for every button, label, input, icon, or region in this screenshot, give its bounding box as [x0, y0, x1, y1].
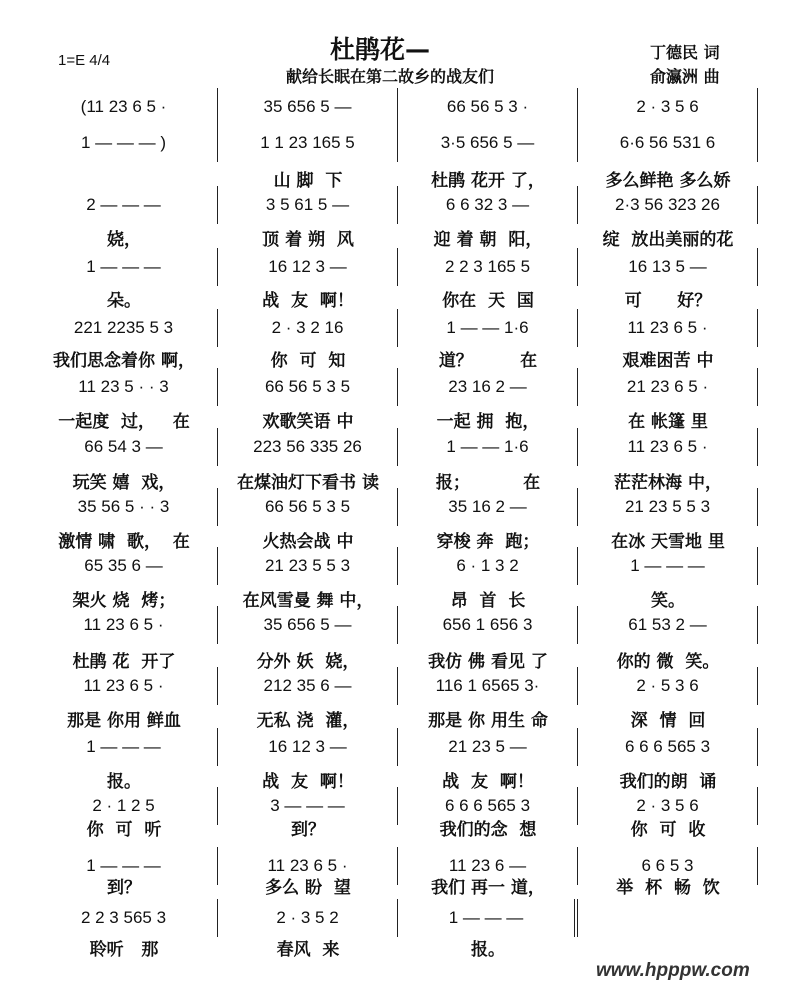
measure-lyrics: 多么鲜艳 多么娇	[605, 171, 731, 191]
measure-notes: 11 23 5 · · 3	[30, 368, 218, 406]
measure-notes: 61 53 2 —	[578, 606, 758, 644]
measure-lyrics: 一起度 过， 在	[58, 412, 190, 432]
notation-line	[30, 899, 758, 937]
measure-notes: 6 6 32 3 —	[398, 186, 578, 224]
measure-notes: 2 — — —	[30, 186, 218, 224]
measure-lyrics: 我仿 佛 看见 了	[428, 652, 548, 672]
measure-notes: 2 · 5 3 6	[578, 667, 758, 705]
measure-notes: 3·5 656 5 —	[398, 124, 578, 162]
measure-notes: 16 13 5 —	[578, 248, 758, 286]
measure-notes: 1 — — —	[398, 899, 578, 937]
measure-notes: 35 16 2 —	[398, 488, 578, 526]
measure-notes: 66 56 5 3 5	[218, 488, 398, 526]
measure-lyrics: 报； 在	[435, 473, 541, 493]
measure-lyrics: 绽 放出美丽的花	[602, 230, 734, 250]
measure-lyrics: 那是 你用 鲜血	[67, 711, 181, 731]
measure-notes: 35 656 5 —	[218, 88, 398, 126]
lyricist-credit: 丁德民 词	[650, 43, 720, 62]
measure-lyrics: 我们 再一 道，	[431, 878, 545, 898]
measure-notes: 6 6 5 3	[578, 847, 758, 885]
measure-lyrics: 你的 微 笑。	[616, 652, 720, 672]
measure-notes: 6 6 6 565 3	[578, 728, 758, 766]
measure-notes: 16 12 3 —	[218, 248, 398, 286]
measure-lyrics: 战 友 啊！	[262, 772, 354, 792]
measure-notes: 1 — — —	[578, 547, 758, 585]
notation-line	[30, 248, 758, 286]
measure-notes: 6 6 6 565 3	[398, 787, 578, 825]
notation-line	[30, 667, 758, 705]
measure-notes: 223 56 335 26	[218, 428, 398, 466]
measure-lyrics: 那是 你 用生 命	[428, 711, 548, 731]
song-subtitle: 献给长眠在第二故乡的战友们	[285, 67, 494, 86]
measure-notes: 16 12 3 —	[218, 728, 398, 766]
measure-lyrics: 昂 首 长	[450, 591, 526, 611]
measure-notes: 1 — — — )	[30, 124, 218, 162]
measure-lyrics: 深 情 回	[630, 711, 706, 731]
measure-notes: 6·6 56 531 6	[578, 124, 758, 162]
measure-lyrics: 报。	[107, 772, 141, 792]
measure-lyrics: 战 友 啊！	[442, 772, 534, 792]
measure-lyrics: 顶 着 朔 风	[262, 230, 354, 250]
lyric-line	[30, 873, 758, 898]
measure-lyrics: 你 可 收	[630, 820, 706, 840]
measure-lyrics: 举 杯 畅 饮	[616, 878, 720, 898]
measure-notes: 1 — — —	[30, 728, 218, 766]
measure-lyrics: 多么 盼 望	[265, 878, 351, 898]
measure-notes: 212 35 6 —	[218, 667, 398, 705]
measure-notes: 23 16 2 —	[398, 368, 578, 406]
measure-notes: 2 2 3 165 5	[398, 248, 578, 286]
measure-lyrics: 欢歌笑语 中	[262, 412, 354, 432]
measure-lyrics: 茫茫林海 中，	[614, 473, 722, 493]
measure-lyrics: 到？	[291, 820, 325, 840]
measure-notes: 35 56 5 · · 3	[30, 488, 218, 526]
notation-line	[30, 428, 758, 466]
lyric-line	[30, 225, 758, 250]
measure-lyrics: 我们的朗 诵	[619, 772, 717, 792]
notation-line	[30, 124, 758, 162]
measure-lyrics: 一起 拥 抱，	[436, 412, 540, 432]
measure-lyrics: 聆听 那	[89, 940, 159, 960]
watermark: www.hpppw.com	[596, 960, 750, 981]
measure-lyrics: 你 可 听	[86, 820, 162, 840]
measure-notes: 656 1 656 3	[398, 606, 578, 644]
measure-lyrics: 战 友 啊！	[262, 291, 354, 311]
notation-line	[30, 368, 758, 406]
measure-lyrics: 报。	[471, 940, 505, 960]
composer-credit: 俞瀛洲 曲	[650, 67, 720, 86]
measure-lyrics: 分外 妖 娆，	[256, 652, 360, 672]
measure-notes: 35 656 5 —	[218, 606, 398, 644]
measure-notes: 3 5 61 5 —	[218, 186, 398, 224]
measure-notes: 66 56 5 3 ·	[398, 88, 578, 126]
measure-lyrics: 春风 来	[276, 940, 340, 960]
measure-notes: (11 23 6 5 ·	[30, 88, 218, 126]
measure-notes: 11 23 6 —	[398, 847, 578, 885]
measure-notes: 6 · 1 3 2	[398, 547, 578, 585]
measure-lyrics: 玩笑 嬉 戏，	[72, 473, 176, 493]
measure-lyrics: 我们思念着你 啊，	[53, 351, 195, 371]
measure-lyrics: 朵。	[107, 291, 141, 311]
measure-notes: 2 · 3 5 6	[578, 787, 758, 825]
notation-line	[30, 606, 758, 644]
measure-lyrics: 火热会战 中	[262, 532, 354, 552]
notation-line	[30, 88, 758, 126]
measure-lyrics: 娆，	[107, 230, 141, 250]
measure-notes: 2·3 56 323 26	[578, 186, 758, 224]
lyric-line	[30, 286, 758, 311]
measure-lyrics: 激情 啸 歌， 在	[58, 532, 190, 552]
measure-lyrics: 杜鹃 花开 了，	[431, 171, 545, 191]
measure-notes: 221 2235 5 3	[30, 309, 218, 347]
measure-notes: 11 23 6 5 ·	[578, 309, 758, 347]
measure-notes: 21 23 5 5 3	[578, 488, 758, 526]
measure-notes: 2 2 3 565 3	[30, 899, 218, 937]
measure-notes: 11 23 6 5 ·	[30, 606, 218, 644]
measure-lyrics: 山 脚 下	[273, 171, 343, 191]
measure-notes: 116 1 6565 3·	[398, 667, 578, 705]
notation-line	[30, 186, 758, 224]
measure-notes: 1 — — —	[30, 847, 218, 885]
measure-lyrics: 在风雪曼 舞 中，	[242, 591, 374, 611]
measure-lyrics: 杜鹃 花 开了	[72, 652, 176, 672]
notation-line	[30, 488, 758, 526]
measure-lyrics: 到？	[107, 878, 141, 898]
measure-lyrics: 无私 浇 灌，	[256, 711, 360, 731]
measure-lyrics: 道？ 在	[438, 351, 538, 371]
key-signature: 1=E 4/4	[58, 52, 111, 69]
measure-notes: 11 23 6 5 ·	[578, 428, 758, 466]
measure-notes: 3 — — —	[218, 787, 398, 825]
measure-lyrics: 可 好？	[624, 291, 712, 311]
measure-lyrics: 在煤油灯下看书 读	[237, 473, 379, 493]
measure-lyrics: 艰难困苦 中	[622, 351, 714, 371]
measure-lyrics: 在 帐篷 里	[628, 412, 708, 432]
measure-notes: 1 1 23 165 5	[218, 124, 398, 162]
measure-notes: 2 · 3 5 6	[578, 88, 758, 126]
measure-lyrics: 笑。	[651, 591, 685, 611]
measure-lyrics: 在冰 天雪地 里	[611, 532, 725, 552]
measure-notes: 66 56 5 3 5	[218, 368, 398, 406]
measure-notes: 1 — — 1·6	[398, 309, 578, 347]
measure-lyrics: 我们的念 想	[439, 820, 537, 840]
measure-notes: 21 23 5 5 3	[218, 547, 398, 585]
notation-line	[30, 309, 758, 347]
measure-notes: 1 — — —	[30, 248, 218, 286]
measure-lyrics: 穿梭 奔 跑；	[436, 532, 540, 552]
measure-notes: 21 23 6 5 ·	[578, 368, 758, 406]
measure-lyrics: 你 可 知	[270, 351, 346, 371]
measure-notes: 2 · 1 2 5	[30, 787, 218, 825]
measure-notes: 11 23 6 5 ·	[218, 847, 398, 885]
lyric-line	[30, 935, 758, 960]
measure-notes: 11 23 6 5 ·	[30, 667, 218, 705]
notation-line	[30, 547, 758, 585]
measure-lyrics: 架火 烧 烤；	[72, 591, 176, 611]
measure-notes: 65 35 6 —	[30, 547, 218, 585]
measure-notes: 66 54 3 —	[30, 428, 218, 466]
measure-notes: 2 · 3 2 16	[218, 309, 398, 347]
measure-lyrics: 迎 着 朝 阳，	[433, 230, 543, 250]
song-title: 杜鹃花—	[329, 35, 430, 64]
measure-notes: 1 — — 1·6	[398, 428, 578, 466]
measure-lyrics: 你在 天 国	[442, 291, 534, 311]
measure-notes: 2 · 3 5 2	[218, 899, 398, 937]
lyric-line	[30, 815, 758, 840]
measure-notes: 21 23 5 —	[398, 728, 578, 766]
notation-line	[30, 728, 758, 766]
